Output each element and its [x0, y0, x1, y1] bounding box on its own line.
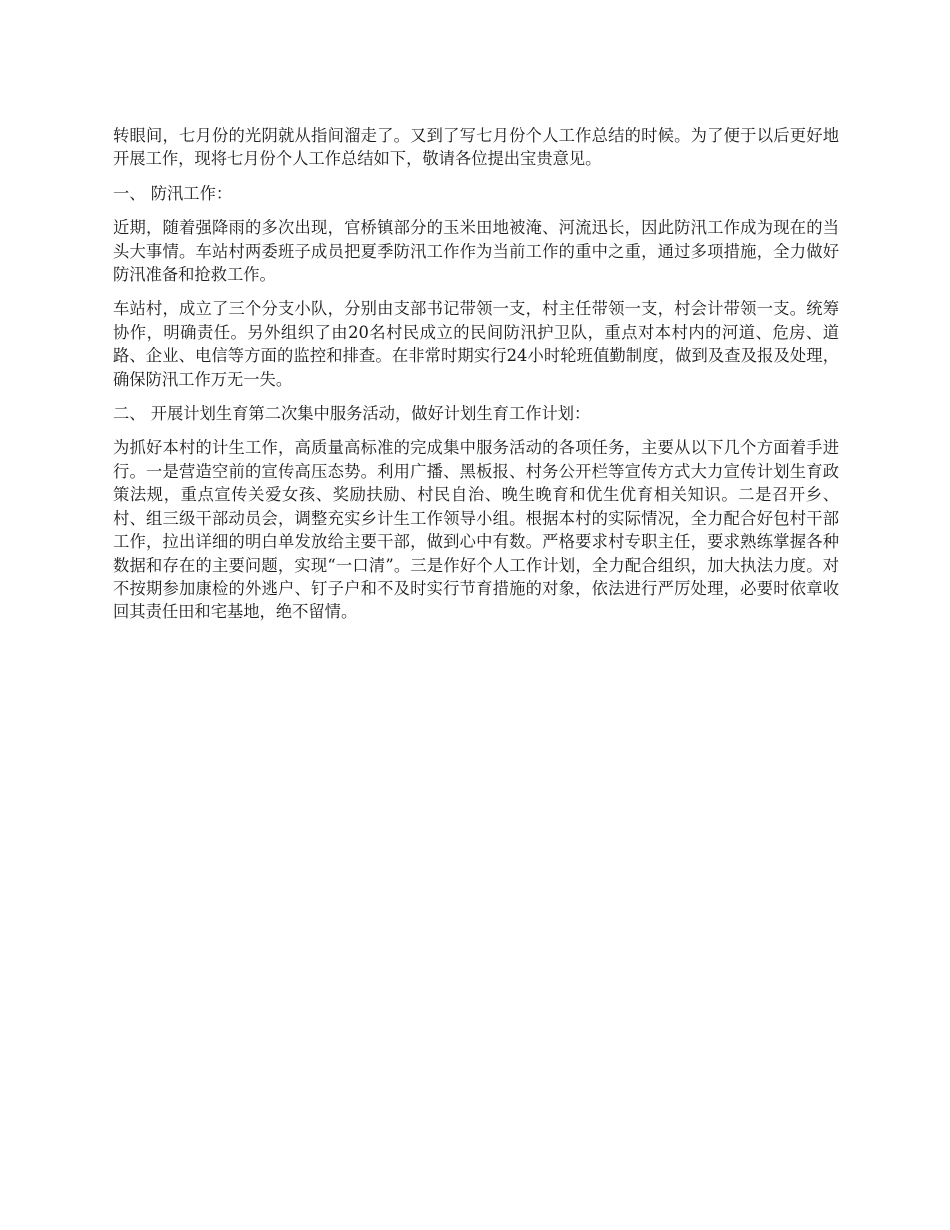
- document-page: [113, 124, 839, 635]
- flood-control-paragraph-1: 近期，随着强降雨的多次出现，官桥镇部分的玉米田地被淹、河流迅长，因此防汛工作成为现在的当头大事情。车站村两委班子成员把夏季防汛工作作为当前工作的重中之重，通过多项措施，全力做好防汛准备和抢救工作。: [113, 218, 839, 285]
- family-planning-paragraph: 为抓好本村的计生工作，高质量高标准的完成集中服务活动的各项任务，主要从以下几个方面着手进行。一是营造空前的宣传高压态势。利用广播、黑板报、村务公开栏等宣传方式大力宣传计划生育政策法规，重点宣传关爱女孩、奖励扶励、村民自治、晚生晚育和优生优育相关知识。二是召开乡、村、组三级干部动员会，调整充实乡计生工作领导小组。根据本村的实际情况，全力配合好包村干部工作，拉出详细的明白单发放给主要干部，做到心中有数。严格要求村专职主任，要求熟练掌握各种数据和存在的主要问题，实现“一口清”。三是作好个人工作计划，全力配合组织，加大执法力度。对不按期参加康检的外逃户、钉子户和不及时实行节育措施的对象，依法进行严厉处理，必要时依章收回其责任田和宅基地，绝不留情。: [113, 438, 839, 622]
- flood-control-paragraph-2: 车站村，成立了三个分支小队，分别由支部书记带领一支，村主任带领一支，村会计带领一支。统筹协作，明确责任。另外组织了由20名村民成立的民间防汛护卫队，重点对本村内的河道、危房、道路、企业、电信等方面的监控和排查。在非常时期实行24小时轮班值勤制度，做到及查及报及处理，确保防汛工作万无一失。: [113, 299, 839, 389]
- intro-paragraph: 转眼间，七月份的光阴就从指间溜走了。又到了写七月份个人工作总结的时候。为了便于以后更好地开展工作，现将七月份个人工作总结如下，敬请各位提出宝贵意见。: [113, 126, 839, 169]
- section-heading-family-planning: 二、 开展计划生育第二次集中服务活动，做好计划生育工作计划：: [113, 404, 591, 424]
- section-heading-flood-control: 一、 防汛工作：: [113, 183, 233, 203]
